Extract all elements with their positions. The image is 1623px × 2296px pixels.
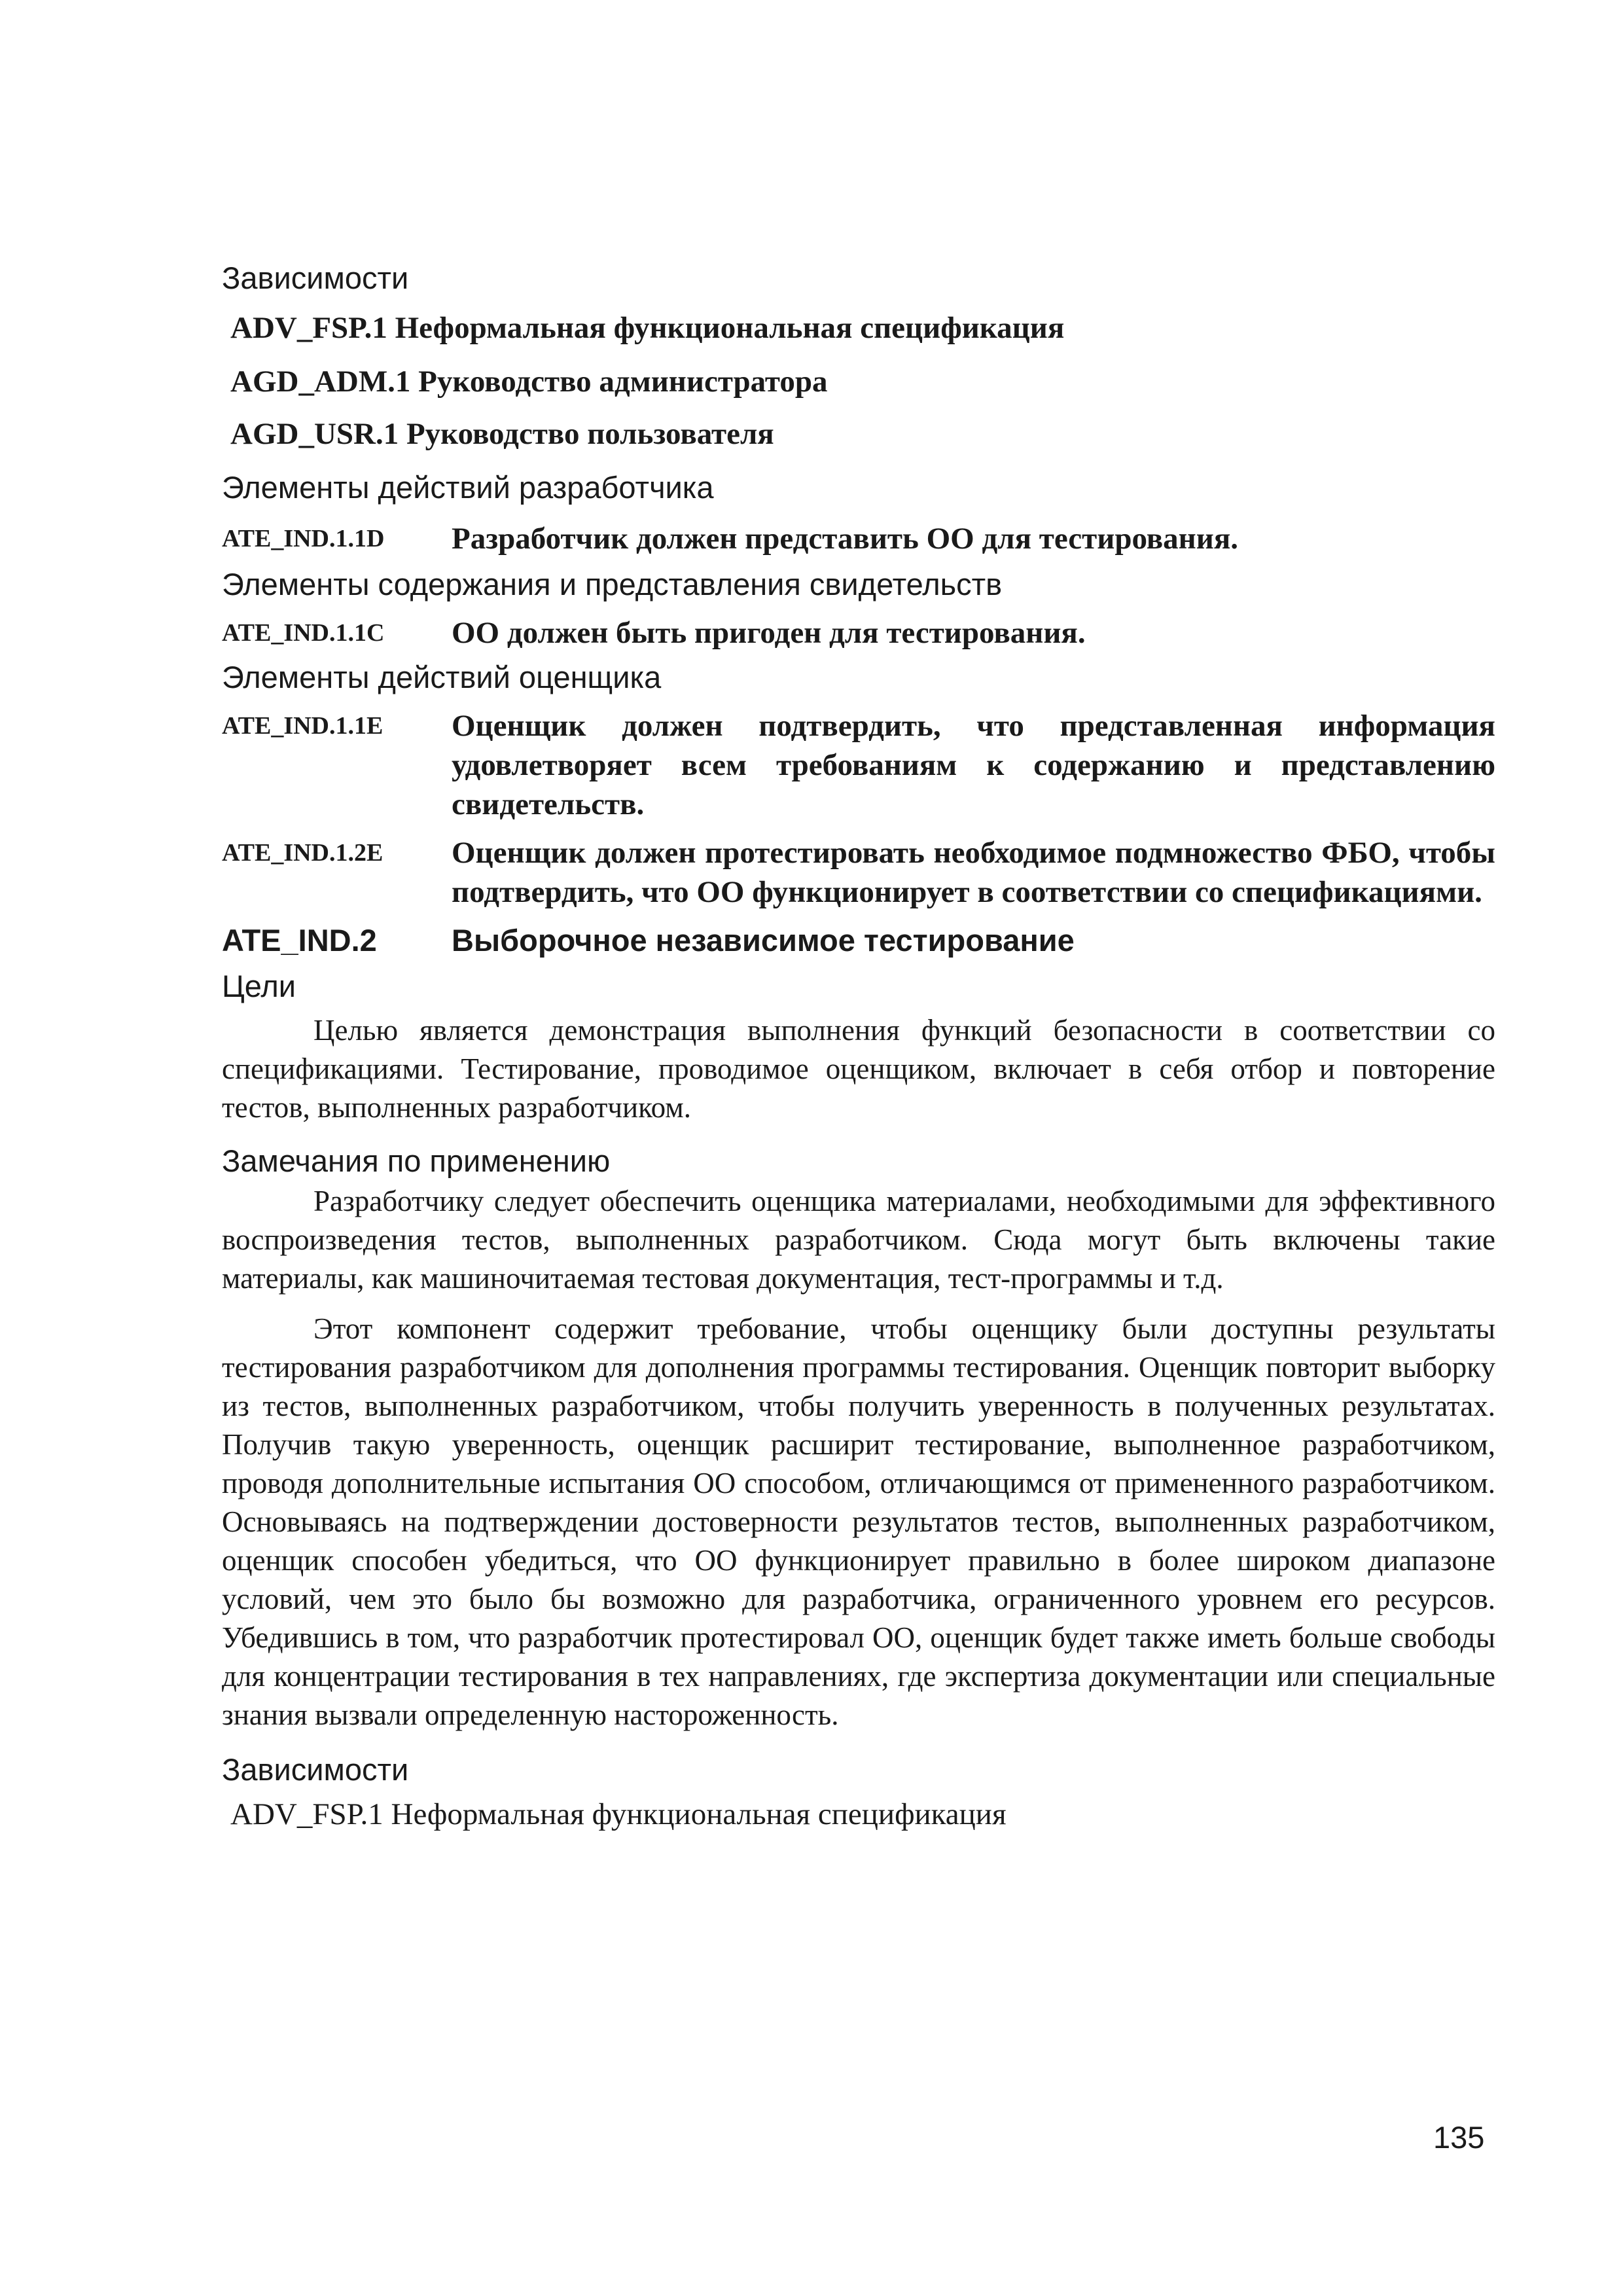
element-row [222,519,1495,558]
component-heading [222,921,1495,960]
dependencies-heading: Зависимости [222,260,409,295]
content-elements-heading: Элементы содержания и представления свидетельств [222,567,1003,601]
dependencies-heading: Зависимости [222,1752,409,1787]
component-title: Выборочное независимое тестирование [452,923,1075,958]
application-notes-heading: Замечания по применению [222,1143,611,1178]
notes-paragraph: Этот компонент содержит требование, чтобы оценщику были доступны результаты тестирования разработчиком для дополнения программы тестирования. Оценщик повторит выборку из тестов, выполненных разработчиком, чтобы получить уверенность в полученных результатах. Получив такую уверенность, оценщик расширит тестирование, выполненное разработчиком, проводя дополнительные испытания ОО способом, отличающимся от примененного разработчиком. Основываясь на подтверждении достоверности результатов тестов, выполненных разработчиком, оценщик способен убедиться, что ОО функционирует правильно в более широком диапазоне условий, чем это было бы возможно для разработчика, ограниченного уровнем его ресурсов. Убедившись в том, что разработчик протестировал ОО, оценщик будет также иметь больше свободы для концентрации тестирования в тех направлениях, где экспертиза документации или специальные знания вызвали определенную настороженность. [222,1312,1495,1731]
dependency-item: AGD_ADM.1 Руководство администратора [230,365,828,399]
element-code: ATE_IND.1.1E [222,712,383,740]
element-code: ATE_IND.1.1C [222,619,385,647]
goals-paragraph: Целью является демонстрация выполнения функций безопасности в соответствии со спецификациями. Тестирование, проводимое оценщиком, включает в себя отбор и повторение тестов, выполненных разработчиком. [222,1014,1495,1124]
notes-paragraph: Разработчику следует обеспечить оценщика материалами, необходимыми для эффективного воспроизведения тестов, выполненных разработчиком. Сюда могут быть включены такие материалы, как машиночитаемая тестовая документация, тест-программы и т.д. [222,1185,1495,1295]
evaluator-elements-heading: Элементы действий оценщика [222,660,662,694]
dependency-item: ADV_FSP.1 Неформальная функциональная спецификация [230,1797,1007,1831]
page-number: 135 [1433,2120,1485,2155]
dependency-item: AGD_USR.1 Руководство пользователя [230,417,774,451]
component-code: ATE_IND.2 [222,923,377,958]
element-code: ATE_IND.1.2E [222,839,383,867]
element-row [222,833,1495,912]
element-text: Разработчик должен представить ОО для тестирования. [452,522,1239,556]
element-text: Оценщик должен подтвердить, что представленная информация удовлетворяет всем требованиям к содержанию и представлению свидетельств. [452,709,1495,821]
element-row [222,613,1495,653]
goals-heading: Цели [222,969,296,1003]
element-row [222,706,1495,824]
dependency-item: ADV_FSP.1 Неформальная функциональная спецификация [230,311,1065,345]
element-text: ОО должен быть пригоден для тестирования. [452,616,1086,650]
element-text: Оценщик должен протестировать необходимое подмножество ФБО, чтобы подтвердить, что ОО функционирует в соответствии со спецификациями. [452,836,1495,909]
developer-elements-heading: Элементы действий разработчика [222,470,714,505]
document-page [222,259,1495,1834]
element-code: ATE_IND.1.1D [222,525,385,552]
